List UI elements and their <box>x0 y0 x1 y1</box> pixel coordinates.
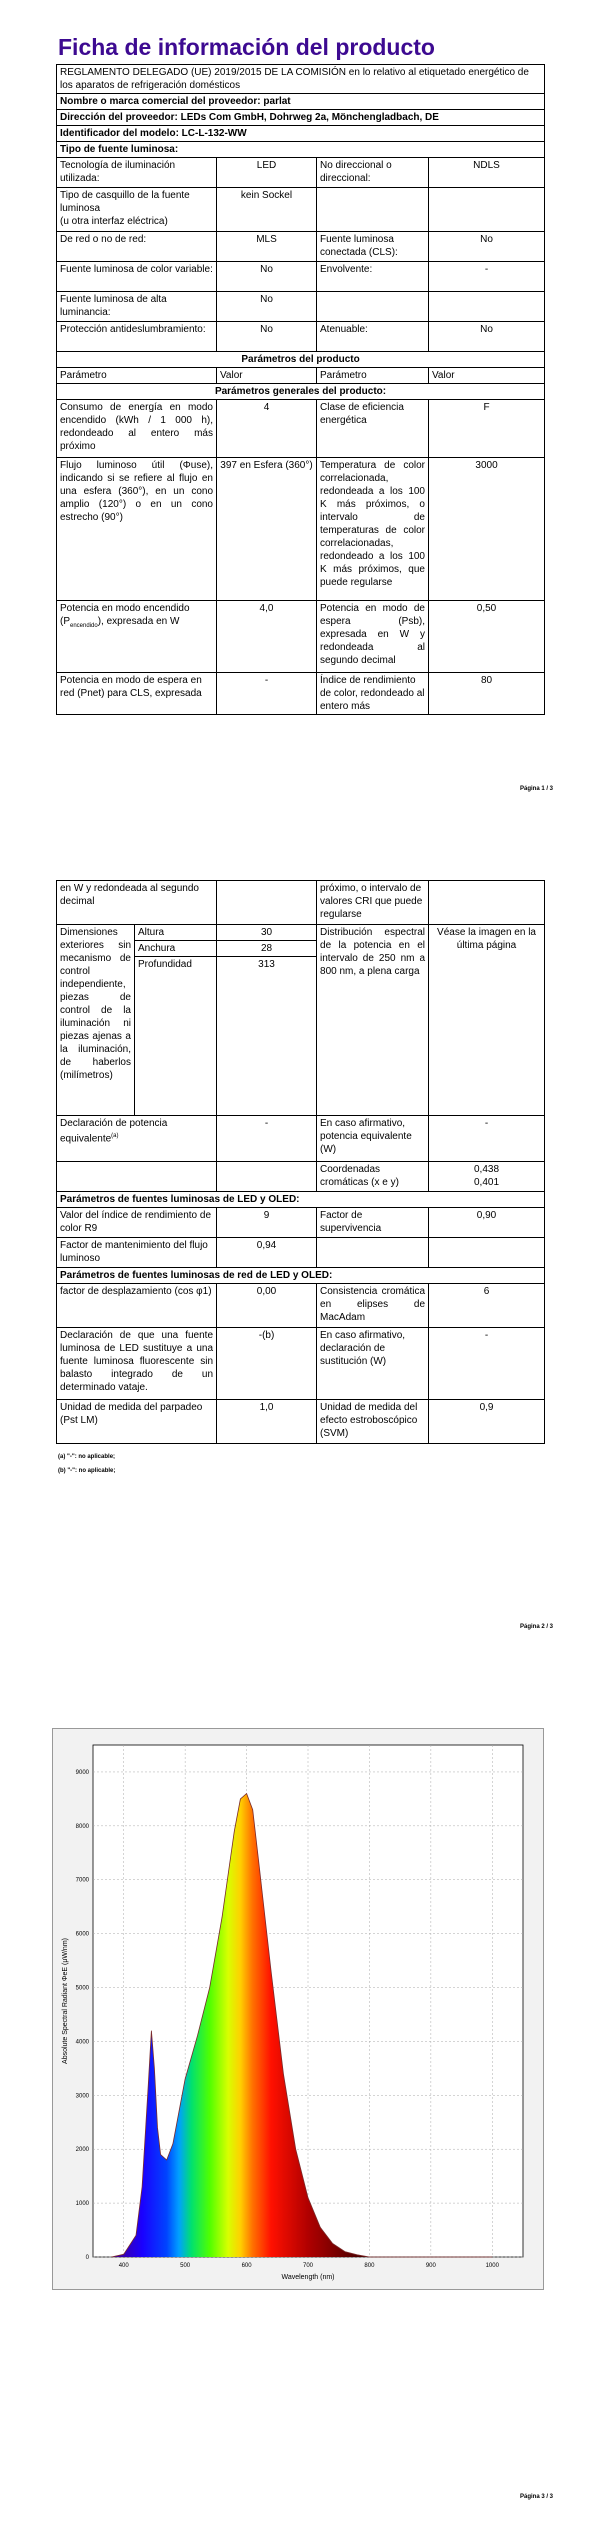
type-row-label: Protección antideslumbramiento: <box>57 322 217 352</box>
chromaticity-x: 0,438 <box>474 1164 500 1175</box>
type-row-label: Fuente luminosa conectada (CLS): <box>317 232 429 262</box>
param-label: Flujo luminoso útil (Φuse), indicando si se refiere al flujo en una esfera (360°), en un cono amplio (120°) o en un cono estrecho (90°) <box>57 458 217 601</box>
stroboscopic-value: 0,9 <box>429 1400 545 1444</box>
x-tick-label: 800 <box>364 2263 375 2269</box>
param-label: en W y redondeada al segundo decimal <box>57 881 217 925</box>
supplier-name: Nombre o marca comercial del proveedor: parlat <box>57 94 545 110</box>
x-tick-label: 900 <box>425 2263 436 2269</box>
footnote-a: (a) "-": no aplicable; <box>58 1454 116 1460</box>
y-axis-label: Absolute Spectral Radiant ΦeE (μW/nm) <box>62 1938 69 2064</box>
type-row-value: No <box>217 292 317 322</box>
type-row-label: Fuente luminosa de alta luminancia: <box>57 292 217 322</box>
type-row-label: Fuente luminosa de color variable: <box>57 262 217 292</box>
equivalent-power-right-label: En caso afirmativo, potencia equivalente (W) <box>317 1116 429 1162</box>
type-row-value: NDLS <box>429 158 545 188</box>
displacement-label: factor de desplazamiento (cos φ1) <box>57 1284 217 1328</box>
x-tick-label: 400 <box>118 2263 129 2269</box>
general-params-header: Parámetros generales del producto: <box>57 384 545 400</box>
survival-label: Factor de supervivencia <box>317 1208 429 1238</box>
light-source-type-header: Tipo de fuente luminosa: <box>57 142 545 158</box>
type-row-value: No <box>429 232 545 262</box>
page-number: Página 2 / 3 <box>519 1624 553 1630</box>
param-label: Clase de eficiencia energética <box>317 400 429 458</box>
flicker-label: Unidad de medida del parpadeo (Pst LM) <box>57 1400 217 1444</box>
dimension-name: Anchura <box>135 941 217 957</box>
chromaticity-values <box>429 1162 545 1192</box>
type-row-label: De red o no de red: <box>57 232 217 262</box>
product-info-table-page-2 <box>56 880 545 1444</box>
y-tick-label: 9000 <box>75 1769 89 1776</box>
x-tick-label: 500 <box>180 2263 191 2269</box>
y-tick-label: 1000 <box>75 2201 89 2208</box>
type-row-value: - <box>429 262 545 292</box>
chromaticity-y: 0,401 <box>474 1177 500 1188</box>
led-params-header: Parámetros de fuentes luminosas de LED y OLED: <box>57 1192 545 1208</box>
spectral-label: Distribución espectral de la potencia en el intervalo de 250 nm a 800 nm, a plena carga <box>317 925 429 1116</box>
type-row-value <box>429 292 545 322</box>
mains-params-header: Parámetros de fuentes luminosas de red de LED y OLED: <box>57 1268 545 1284</box>
dimension-name: Altura <box>135 925 217 941</box>
param-value: F <box>429 400 545 458</box>
survival-value: 0,90 <box>429 1208 545 1238</box>
type-row-value: No <box>217 262 317 292</box>
param-label: Potencia en modo de espera en red (Pnet) para CLS, expresada <box>57 673 217 715</box>
param-value: 0,50 <box>429 601 545 673</box>
y-tick-label: 2000 <box>75 2147 89 2154</box>
page-number: Página 1 / 3 <box>519 786 553 792</box>
column-header: Parámetro <box>57 368 217 384</box>
page-number: Página 3 / 3 <box>519 2494 553 2500</box>
y-tick-label: 0 <box>85 2255 89 2261</box>
column-header: Valor <box>429 368 545 384</box>
equivalent-power-label: Declaración de potencia equivalente$^{(a)}$ <box>57 1116 217 1162</box>
page-title: Ficha de información del producto <box>58 34 435 60</box>
type-row-value: No <box>217 322 317 352</box>
r9-label: Valor del índice de rendimiento de color R9 <box>57 1208 217 1238</box>
chromaticity-label: Coordenadas cromáticas (x e y) <box>317 1162 429 1192</box>
spectral-distribution-chart <box>52 1728 544 2290</box>
param-label: Índice de rendimiento de color, redondeado al entero más <box>317 673 429 715</box>
dimension-value: 28 <box>217 941 317 957</box>
param-value: 4 <box>217 400 317 458</box>
param-value <box>429 881 545 925</box>
param-value: 80 <box>429 673 545 715</box>
x-tick-label: 700 <box>302 2263 314 2269</box>
dimension-value: 313 <box>217 957 317 1116</box>
fluorescent-replacement-label: Declaración de que una fuente luminosa de LED sustituye a una fuente luminosa fluorescente sin balasto integrado de un determinado vataje. <box>57 1328 217 1400</box>
param-value <box>217 881 317 925</box>
equivalent-power-right-value: - <box>429 1116 545 1162</box>
y-tick-label: 5000 <box>75 1985 89 1992</box>
regulation-text: REGLAMENTO DELEGADO (UE) 2019/2015 DE LA COMISIÓN en lo relativo al etiquetado energético de los aparatos de refrigeración domésticos <box>57 65 545 94</box>
stroboscopic-label: Unidad de medida del efecto estroboscópico (SVM) <box>317 1400 429 1444</box>
fluorescent-replacement-value: -(b) <box>217 1328 317 1400</box>
displacement-value: 0,00 <box>217 1284 317 1328</box>
x-tick-label: 600 <box>241 2263 252 2269</box>
type-row-value: No <box>429 322 545 352</box>
param-value: 4,0 <box>217 601 317 673</box>
spectral-value: Véase la imagen en la última página <box>429 925 545 1116</box>
flicker-value: 1,0 <box>217 1400 317 1444</box>
param-label: próximo, o intervalo de valores CRI que puede regularse <box>317 881 429 925</box>
y-tick-label: 7000 <box>75 1877 89 1884</box>
empty-cell <box>57 1162 217 1192</box>
type-row-label: Envolvente: <box>317 262 429 292</box>
macadam-label: Consistencia cromática en elipses de MacAdam <box>317 1284 429 1328</box>
column-header: Parámetro <box>317 368 429 384</box>
macadam-value: 6 <box>429 1284 545 1328</box>
r9-value: 9 <box>217 1208 317 1238</box>
type-row-value: LED <box>217 158 317 188</box>
type-row-label: Tipo de casquillo de la fuente luminosa (u otra interfaz eléctrica) <box>57 188 217 232</box>
dimension-value: 30 <box>217 925 317 941</box>
param-value: 397 en Esfera (360°) <box>217 458 317 601</box>
supplier-address: Dirección del proveedor: LEDs Com GmbH, Dohrweg 2a, Mönchengladbach, DE <box>57 110 545 126</box>
y-tick-label: 4000 <box>75 2039 89 2046</box>
type-row-value <box>429 188 545 232</box>
empty-cell <box>217 1162 317 1192</box>
param-label: Temperatura de color correlacionada, redondeada a los 100 K más próximos, o intervalo de temperaturas de color correlacionadas, redondeado a los 100 K más próximos, que puede regularse <box>317 458 429 601</box>
product-info-table-page-1 <box>56 64 545 715</box>
fluorescent-replacement-right-value: - <box>429 1328 545 1400</box>
spectrum-svg <box>53 1729 543 2289</box>
footnotes <box>58 1450 115 1478</box>
fluorescent-replacement-right-label: En caso afirmativo, declaración de sustitución (W) <box>317 1328 429 1400</box>
type-row-value: MLS <box>217 232 317 262</box>
x-axis-label: Wavelength (nm) <box>281 2274 335 2281</box>
y-tick-label: 3000 <box>75 2093 89 2100</box>
y-tick-label: 6000 <box>75 1931 89 1938</box>
equivalent-power-value: - <box>217 1116 317 1162</box>
param-label: Consumo de energía en modo encendido (kWh / 1 000 h), redondeado al entero más próximo <box>57 400 217 458</box>
param-label: Potencia en modo encendido $(P_{encendido})$, expresada en W <box>57 601 217 673</box>
x-tick-label: 1000 <box>485 2263 499 2269</box>
model-identifier: Identificador del modelo: LC-L-132-WW <box>57 126 545 142</box>
type-row-label: Tecnología de iluminación utilizada: <box>57 158 217 188</box>
maintenance-value: 0,94 <box>217 1238 317 1268</box>
empty-cell <box>429 1238 545 1268</box>
param-value: 3000 <box>429 458 545 601</box>
type-row-label: No direccional o direccional: <box>317 158 429 188</box>
type-row-label: Atenuable: <box>317 322 429 352</box>
params-header: Parámetros del producto <box>57 352 545 368</box>
maintenance-label: Factor de mantenimiento del flujo luminoso <box>57 1238 217 1268</box>
type-row-label <box>317 292 429 322</box>
dimensions-label: Dimensiones exteriores sin mecanismo de control independiente, piezas de control de la iluminación ni piezas ajenas a la iluminación, de haberlos (milímetros) <box>57 925 135 1116</box>
empty-cell <box>317 1238 429 1268</box>
param-label: Potencia en modo de espera (Psb), expresada en W y redondeada al segundo decimal <box>317 601 429 673</box>
y-tick-label: 8000 <box>75 1823 89 1830</box>
dimension-name: Profundidad <box>135 957 217 1116</box>
type-row-value: kein Sockel <box>217 188 317 232</box>
param-value: - <box>217 673 317 715</box>
column-header: Valor <box>217 368 317 384</box>
type-row-label <box>317 188 429 232</box>
footnote-b: (b) "-": no aplicable; <box>58 1468 116 1474</box>
